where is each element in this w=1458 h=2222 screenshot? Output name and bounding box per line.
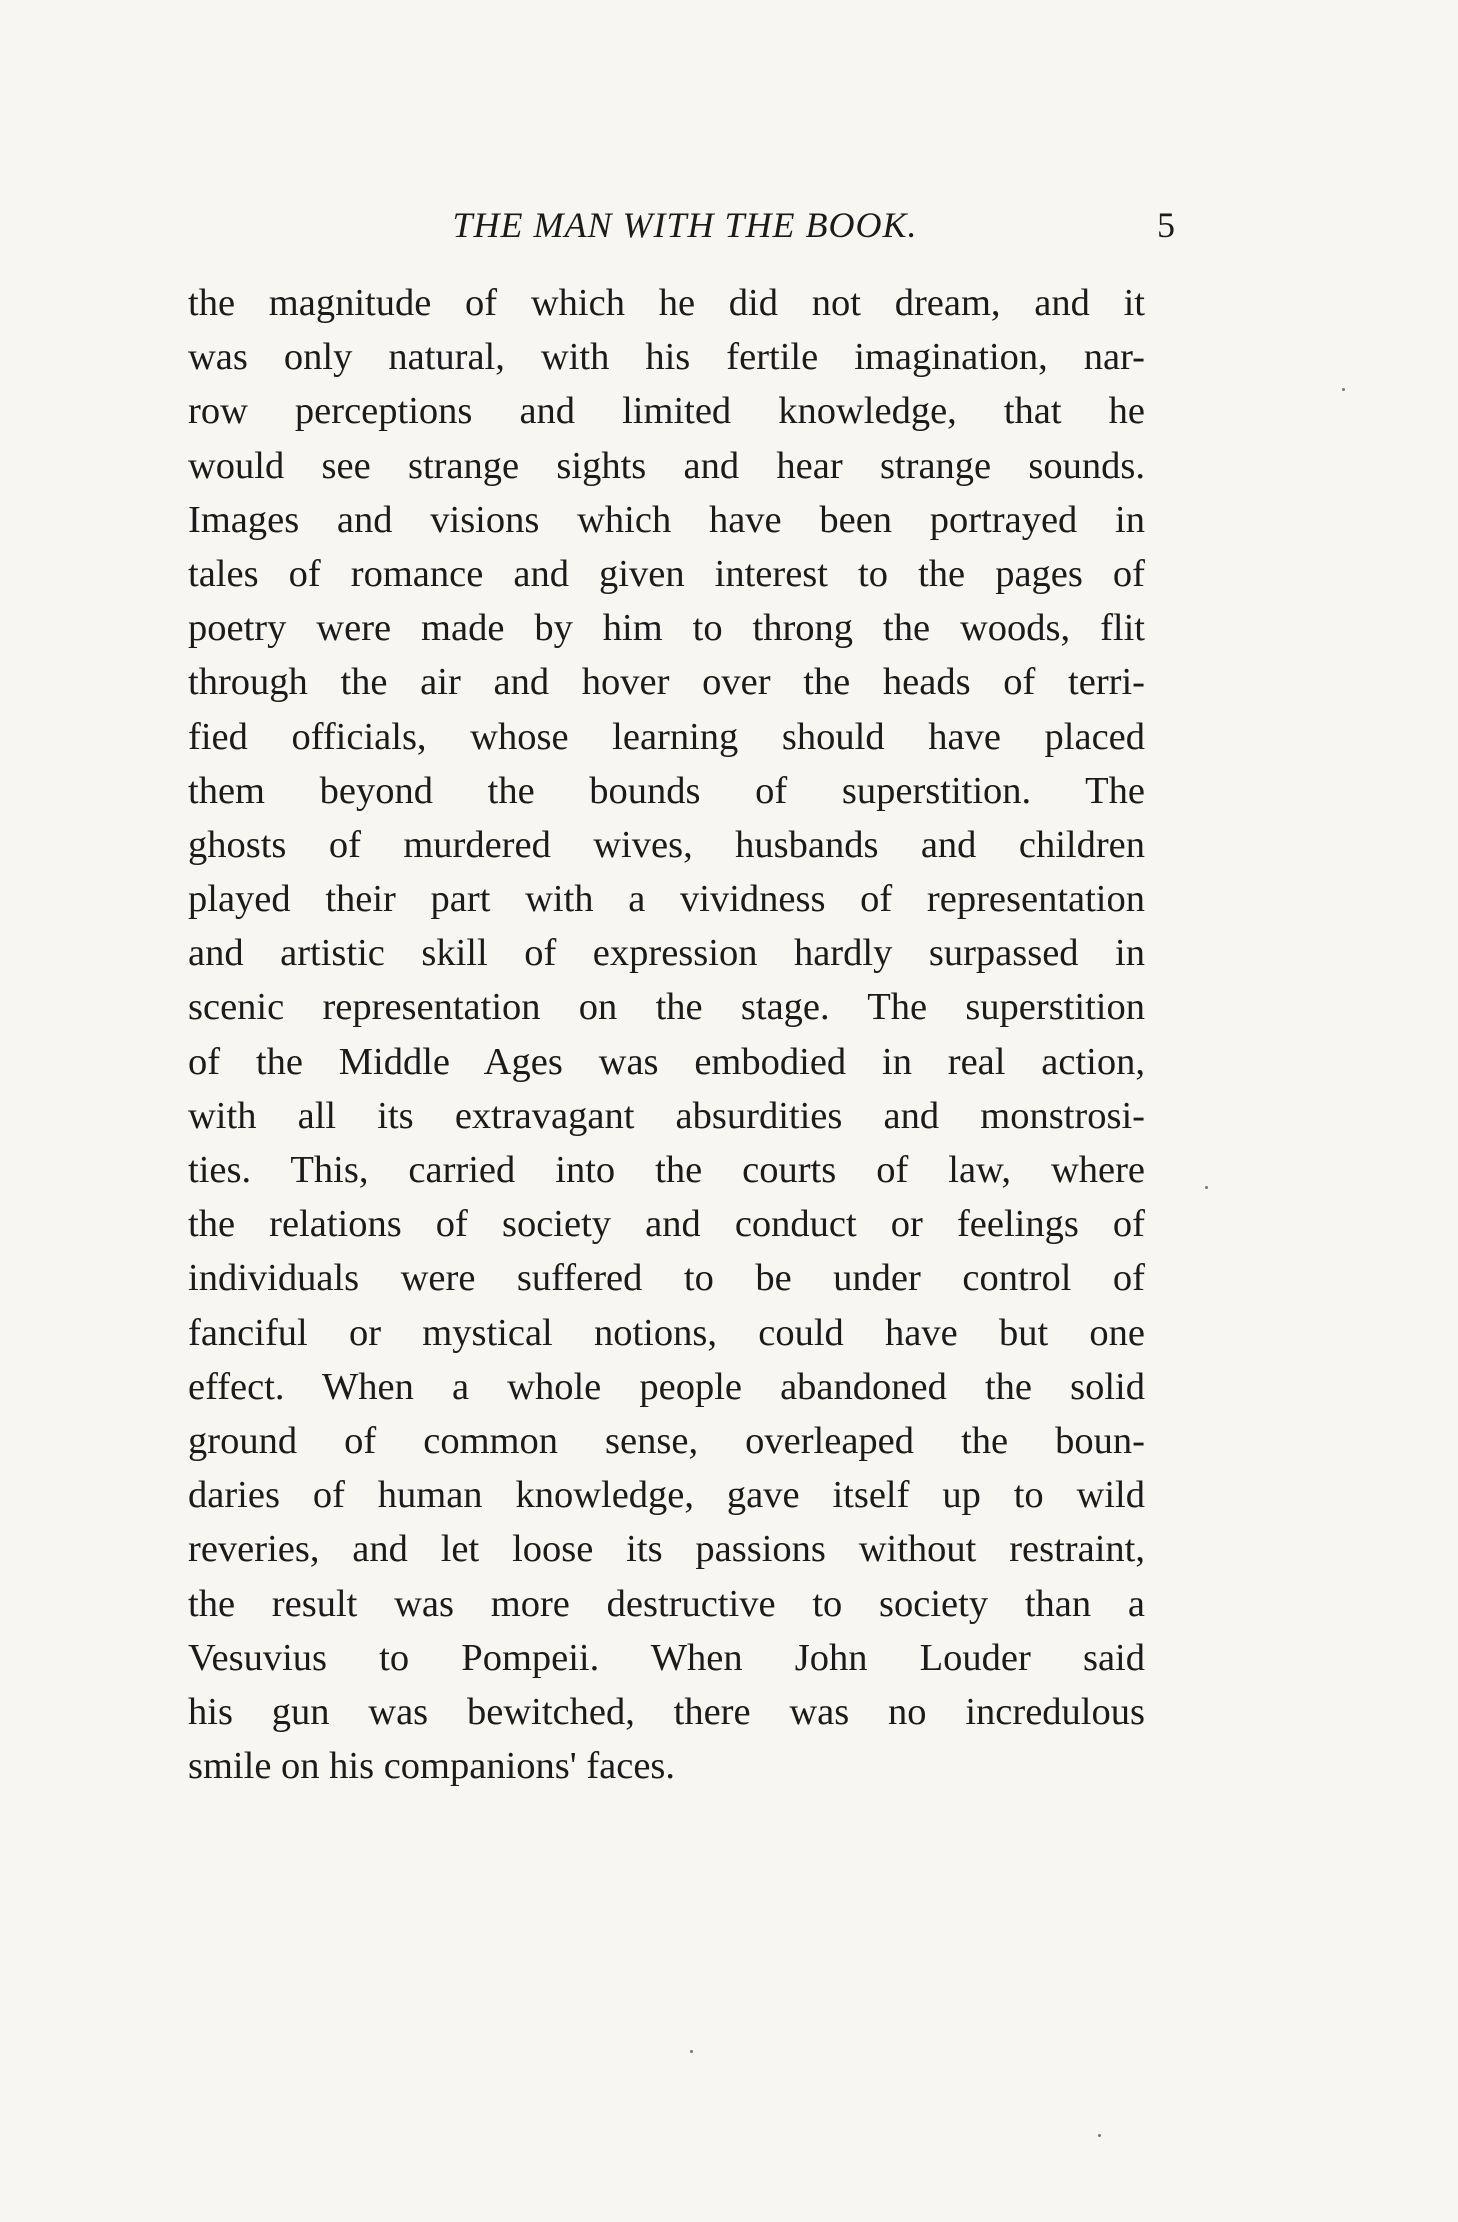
text-line: ghosts of murdered wives, husbands and children [188,823,1145,866]
text-line: the result was more destructive to society than a [188,1582,1145,1625]
text-line: Images and visions which have been portrayed in [188,498,1145,541]
scan-speck [690,2050,693,2053]
text-line: ground of common sense, overleaped the boun- [188,1419,1145,1462]
running-title: THE MAN WITH THE BOOK. [452,205,918,245]
text-line: played their part with a vividness of representation [188,878,1145,921]
text-line: tales of romance and given interest to the pages of [188,552,1145,595]
text-line: individuals were suffered to be under control of [188,1257,1145,1300]
text-line: reveries, and let loose its passions without restraint, [188,1528,1145,1571]
text-line: ties. This, carried into the courts of law, where [188,1149,1145,1191]
text-line: was only natural, with his fertile imagination, nar- [188,336,1145,379]
text-line: poetry were made by him to throng the woods, flit [188,607,1145,650]
scan-speck [1205,1186,1208,1189]
text-line: daries of human knowledge, gave itself up to wild [188,1474,1145,1517]
body-text [188,276,1145,1793]
page-number: 5 [1157,205,1175,245]
text-line: and artistic skill of expression hardly surpassed in [188,932,1145,975]
text-line: fied officials, whose learning should have placed [188,715,1145,758]
text-line: row perceptions and limited knowledge, that he [188,390,1145,433]
text-line: fanciful or mystical notions, could have but one [188,1311,1145,1354]
text-line: smile on his companions' faces. [188,1745,676,1788]
text-line: of the Middle Ages was embodied in real action, [188,1040,1145,1083]
text-line: the magnitude of which he did not dream, and it [188,282,1145,324]
text-line: the relations of society and conduct or feelings of [188,1203,1145,1246]
text-line: them beyond the bounds of superstition. The [188,769,1145,812]
text-line: Vesuvius to Pompeii. When John Louder said [188,1636,1145,1679]
running-head [185,200,1185,250]
text-line: his gun was bewitched, there was no incredulous [188,1690,1145,1733]
text-line: effect. When a whole people abandoned the solid [188,1365,1145,1408]
text-line: would see strange sights and hear strange sounds. [188,444,1145,487]
scan-speck [1098,2134,1101,2137]
text-line: through the air and hover over the heads of terri- [188,661,1145,704]
text-line: scenic representation on the stage. The superstition [188,986,1145,1029]
scan-speck [1342,388,1345,391]
text-line: with all its extravagant absurdities and monstrosi- [188,1094,1145,1137]
